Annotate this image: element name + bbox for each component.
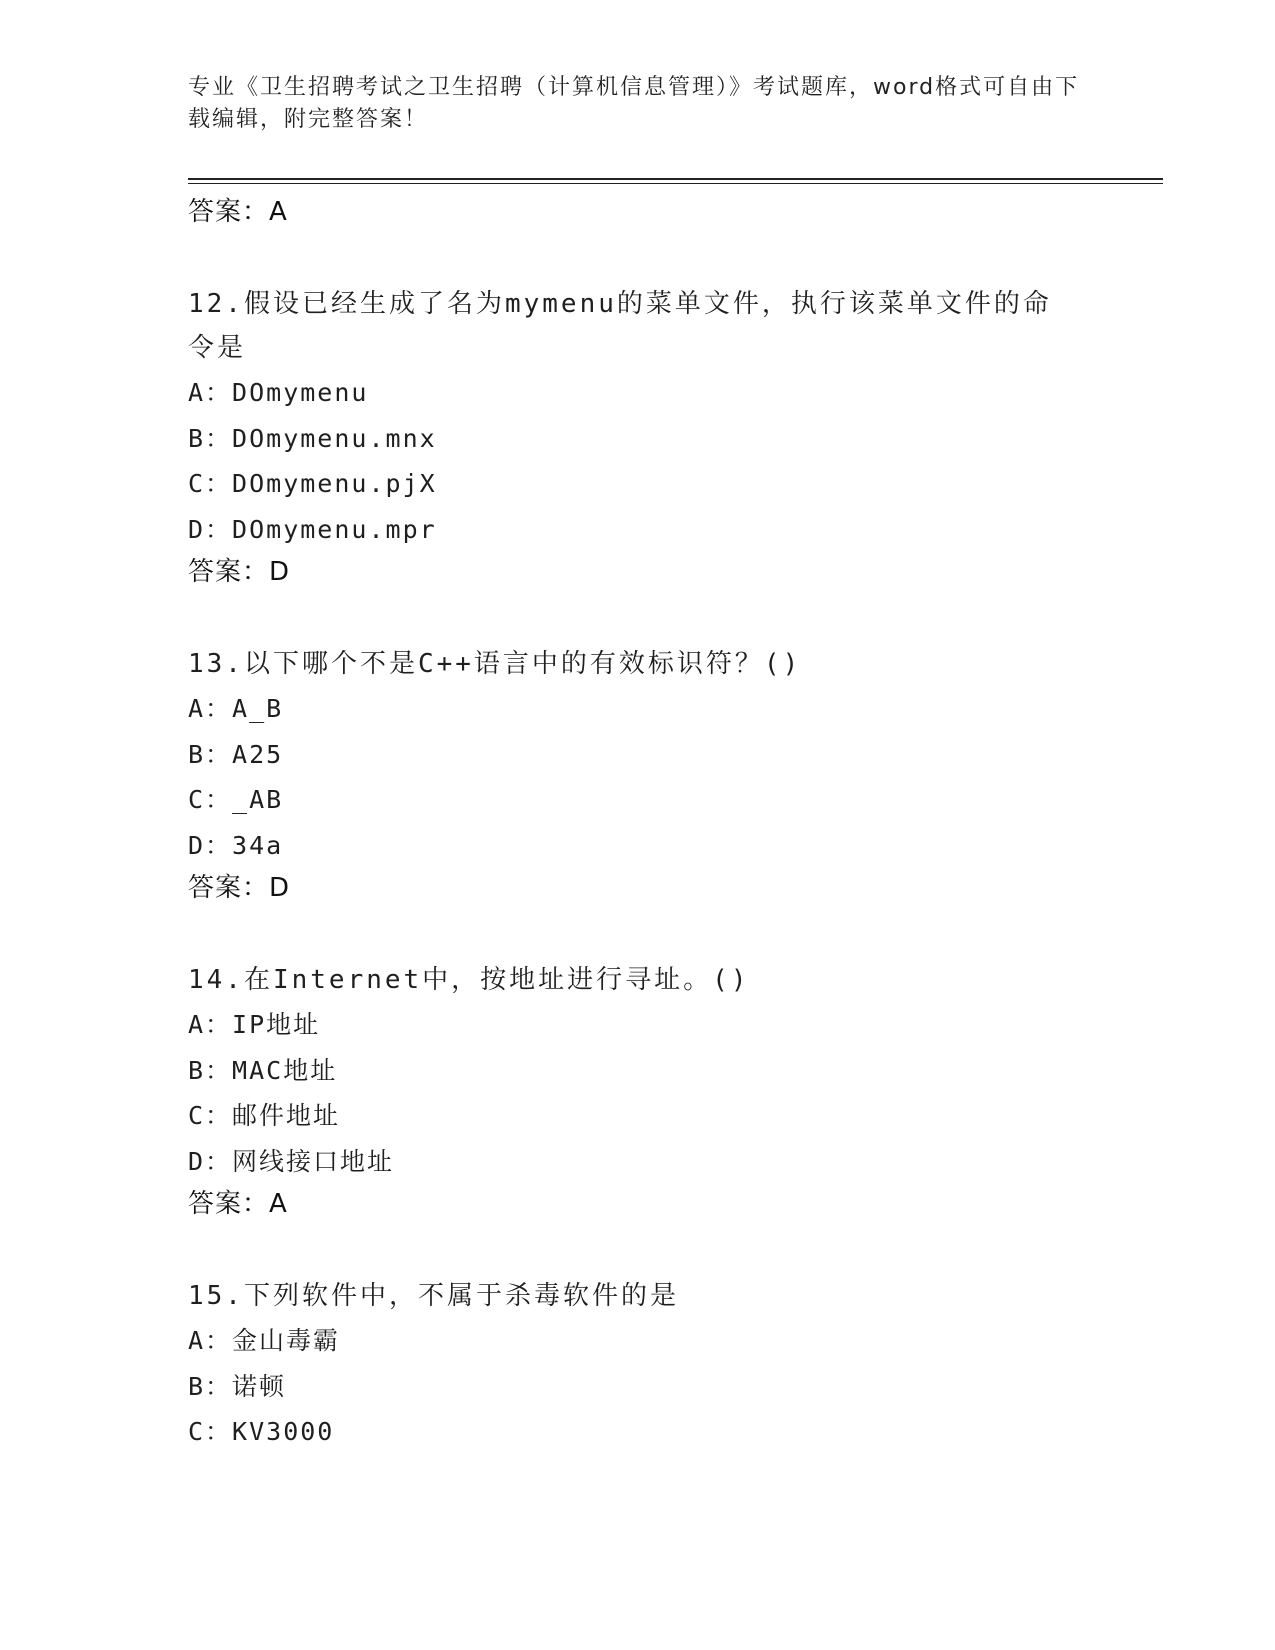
option-c: C：KV3000	[188, 1417, 335, 1446]
header-divider-thick	[188, 178, 1163, 180]
question-stem: 15.下列软件中，不属于杀毒软件的是	[188, 1281, 679, 1311]
question-list	[188, 190, 1088, 1455]
option-d: D：34a	[188, 830, 284, 860]
header-divider-thin	[188, 183, 1163, 184]
option-c: C：邮件地址	[188, 1101, 341, 1130]
option-c: C：DOmymenu.pjX	[188, 469, 437, 498]
option-a: A：IP地址	[188, 1010, 321, 1039]
question-stem: 13.以下哪个不是C++语言中的有效标识符？()	[188, 649, 802, 679]
option-a: A：A_B	[188, 694, 284, 723]
answer-line: 答案：A	[188, 197, 288, 227]
answer-line: 答案：A	[188, 1189, 288, 1219]
question-stem: 14.在Internet中，按地址进行寻址。()	[188, 965, 750, 995]
option-a: A：DOmymenu	[188, 378, 369, 407]
option-b: B：MAC地址	[188, 1055, 338, 1085]
option-d: D：网线接口地址	[188, 1146, 395, 1176]
answer-line: 答案：D	[188, 557, 291, 587]
option-d: D：DOmymenu.mpr	[188, 514, 437, 544]
answer-line: 答案：D	[188, 873, 291, 903]
option-b: B：诺顿	[188, 1371, 287, 1401]
option-b: B：DOmymenu.mnx	[188, 423, 437, 453]
document-header: 专业《卫生招聘考试之卫生招聘（计算机信息管理）》考试题库，word格式可自由下载编辑，附完整答案！	[188, 75, 1080, 132]
option-b: B：A25	[188, 739, 284, 769]
question-stem: 12.假设已经生成了名为mymenu的菜单文件，执行该菜单文件的命令是	[188, 289, 1052, 363]
option-c: C：_AB	[188, 785, 284, 814]
option-a: A：金山毒霸	[188, 1326, 341, 1355]
